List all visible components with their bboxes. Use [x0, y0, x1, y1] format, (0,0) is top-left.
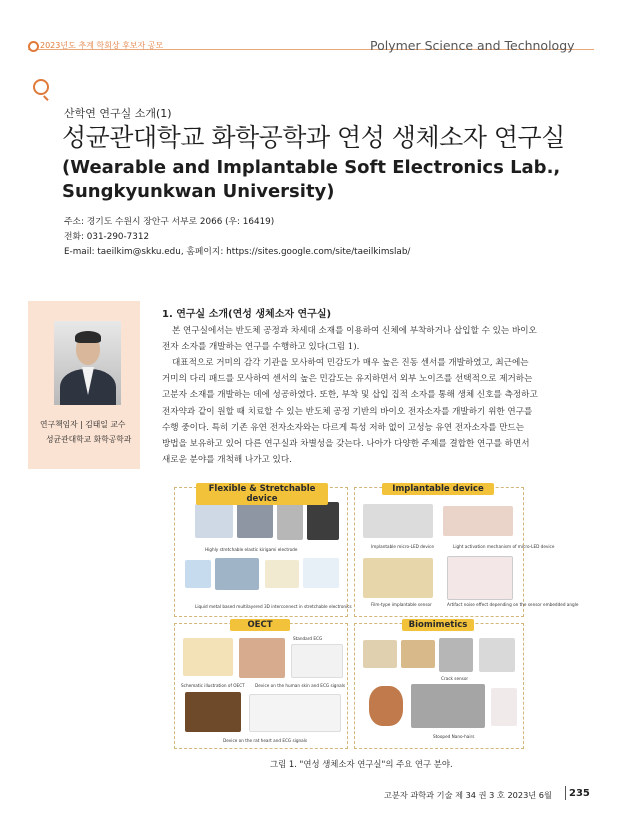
professor-photo	[54, 321, 121, 405]
panel-flexible-stretchable: Highly stretchable elastic kirigami electrode Liquid metal based multilayered 3D interconnect in stretchable electronics	[174, 487, 348, 617]
panel-label-implantable: Implantable device	[382, 483, 494, 495]
figure-caption: 그림 1. "연성 생체소자 연구실"의 주요 연구 분야.	[270, 759, 453, 769]
email-web-line: E-mail: taeilkim@skku.edu, 홈페이지: https://sites.google.com/site/taeilkimslab/	[64, 247, 411, 257]
panel-oect: Standard ECG Schematic illustration of OECT Device on the human skin and ECG signals Device on the rat heart and ECG signals	[174, 623, 348, 749]
paragraph-1: 본 연구실에서는 반도체 공정과 차세대 소재를 이용하여 신체에 부착하거나 삽입할 수 있는 바이오 전자 소자를 개발하는 연구를 수행하고 있다(그림 1).	[162, 326, 537, 353]
panel-label-biomimetics: Biomimetics	[402, 619, 474, 631]
phone-line: 전화: 031-290-7312	[64, 232, 150, 242]
section-heading: 1. 연구실 소개(연성 생체소자 연구실)	[162, 309, 332, 320]
footer-journal-info: 고분자 과학과 기술 제 34 권 3 호 2023년 6월	[384, 790, 552, 800]
journal-name: Polymer Science and Technology	[370, 38, 575, 53]
research-figure	[174, 483, 579, 747]
article-subtitle-line2: Sungkyunkwan University)	[62, 181, 335, 202]
panel-biomimetics: Crack sensor Stooped Nano-hairs	[354, 623, 524, 749]
profile-affiliation: 성균관대학교 화학공학과	[46, 435, 132, 444]
article-subtitle-line1: (Wearable and Implantable Soft Electronics Lab.,	[62, 157, 561, 178]
panel-label-flexible: Flexible & Stretchable device	[196, 483, 328, 505]
address-line: 주소: 경기도 수원시 장안구 서부로 2066 (우: 16419)	[64, 217, 275, 227]
panel-implantable: Implantable micro-LED device Light activation mechanism of micro-LED device Film-type implantable sensor Artifact noise effect depending on the sensor embedded angle	[354, 487, 524, 617]
paragraph-2: 대표적으로 거미의 감각 기관을 모사하여 민감도가 매우 높은 진동 센서를 개발하였고, 최근에는 거미의 다리 패드를 모사하여 센서의 높은 민감도는 유지하면서 외부 노이즈를 선택적으로 제거하는 고분자 소재를 개발하는 데에 성공하였다. 또한, 부착 및 삽입 집적 소자를 통해 생체 신호를 측정하고 전자약과 같이 원할 때 치료할 수 있는 반도체 공정 기반의 바이오 전자소자를 개발하기 위한 연구를 수행 중이다. 특히 기존 유연 전자소자와는 다르게 특성 저하 없이 고성능 유연 전자소자를 만드는 방법을 보유하고 있어 다른 연구실과 차별성을 갖는다. 나아가 다양한 주제를 결합한 연구를 하면서 새로운 분야를 개척해 나가고 있다.	[162, 358, 538, 466]
article-title: 성균관대학교 화학공학과 연성 생체소자 연구실	[62, 123, 565, 152]
page-number: 235	[569, 788, 590, 799]
series-label: 산학연 연구실 소개(1)	[64, 107, 172, 120]
footer-divider	[565, 786, 566, 800]
running-head: 2023년도 추계 학회상 후보자 공모	[40, 41, 164, 50]
profile-name: 연구책임자 | 김태일 교수	[40, 420, 126, 429]
circle-bullet-icon	[28, 41, 39, 52]
panel-label-oect: OECT	[230, 619, 290, 631]
